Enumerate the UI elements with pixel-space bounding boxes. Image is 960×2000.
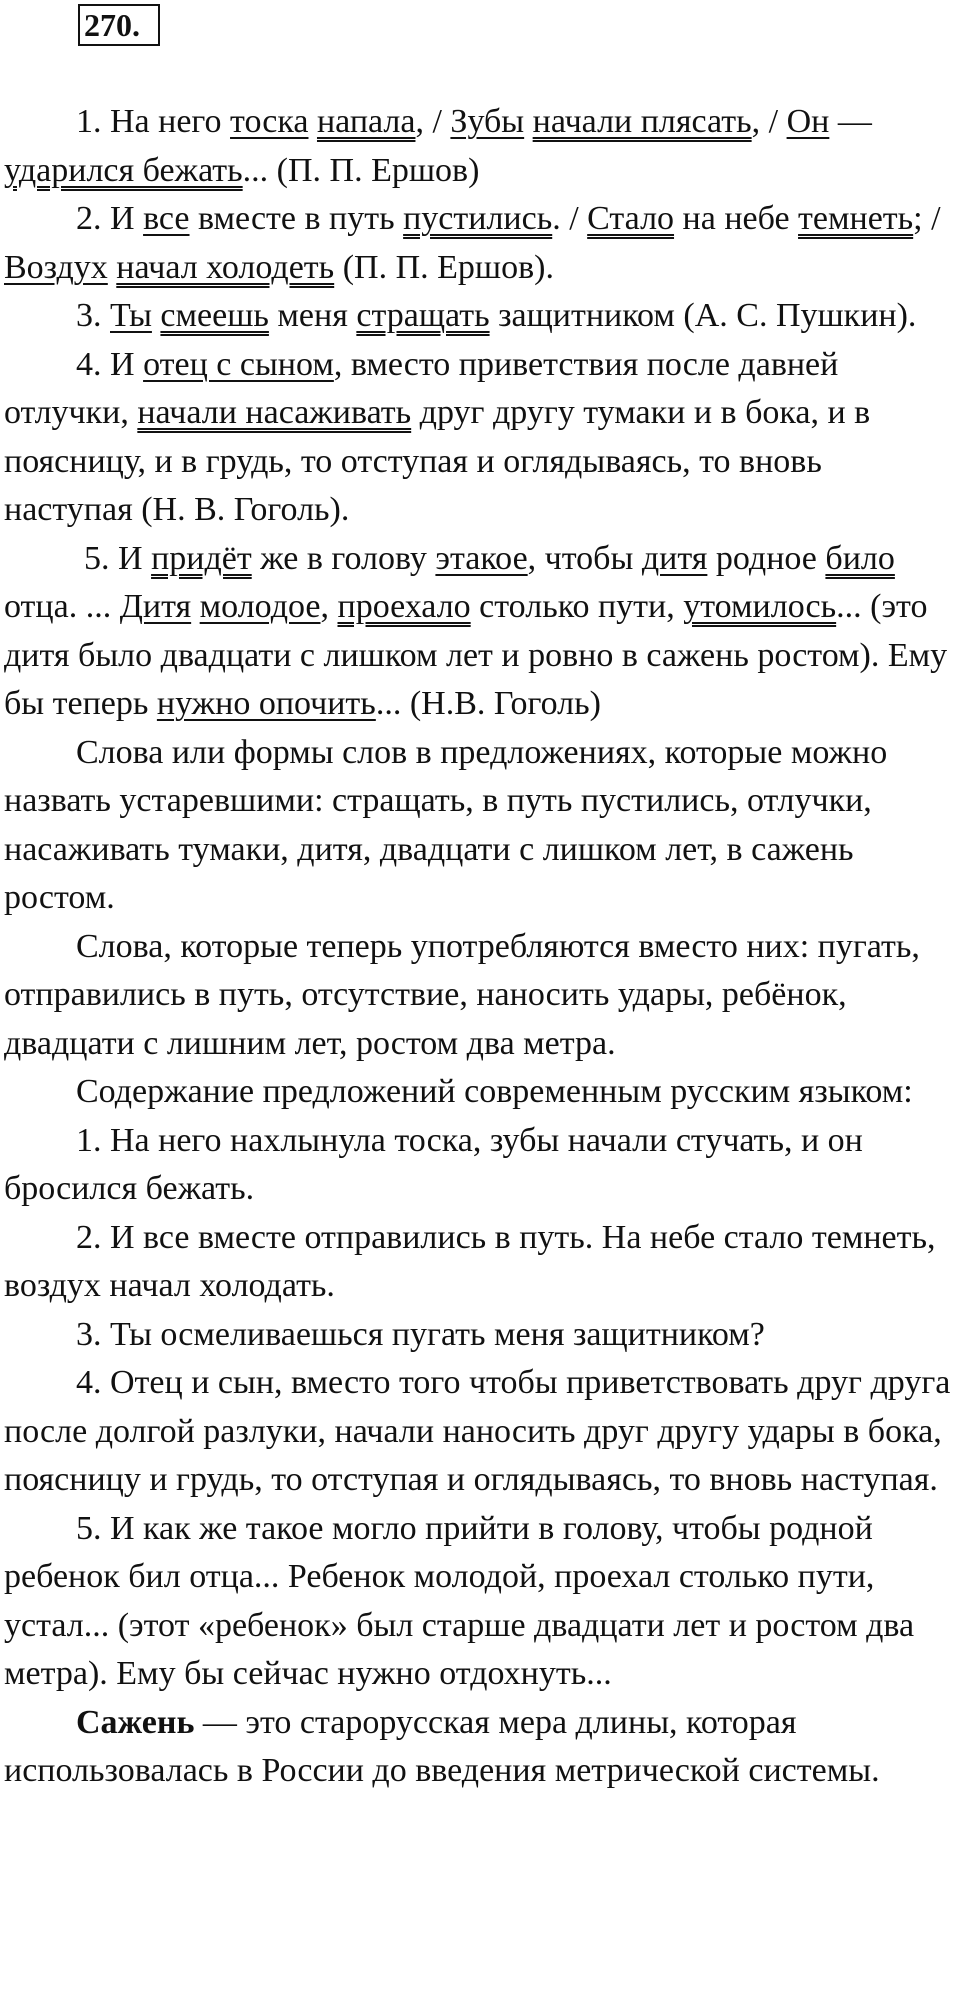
text-fragment: родное <box>707 539 826 577</box>
modern-sentence-3: 3. Ты осмеливаешься пугать меня защитником? <box>76 1315 765 1353</box>
modern-sentence-4: 4. Отец и сын, вместо того чтобы приветствовать друг друга после долгой разлуки, начали наносить друг другу удары в бока, поясницу и грудь, то отступая и оглядываясь, то вновь наступая. <box>4 1364 951 1498</box>
subject: Дитя <box>119 588 192 625</box>
modern-sentence-2: 2. И все вместе отправились в путь. На небе стало темнеть, воздух начал холодать. <box>4 1218 936 1304</box>
subject: Воздух <box>4 248 108 286</box>
text-fragment: отца. ... <box>4 588 120 625</box>
sentence-1-number: 1. На него <box>76 103 231 140</box>
predicate: утомилось <box>683 588 837 625</box>
subject: Зубы <box>450 103 525 140</box>
text-fragment <box>524 103 533 140</box>
text-fragment: ... (П. П. Ершов) <box>242 151 480 189</box>
sentence-4 <box>4 341 956 535</box>
modern-sentence-1: 1. На него нахлынула тоска, зубы начали стучать, и он бросился бежать. <box>4 1121 863 1207</box>
subject: отец с сыном <box>143 345 334 383</box>
text-fragment: ... (это дитя было двадцати с лишком лет и ровно в сажень ростом). Ему бы теперь <box>4 588 948 722</box>
predicate: проехало <box>337 588 471 625</box>
predicate: начали насаживать <box>137 394 412 431</box>
subject: все <box>143 200 190 237</box>
archaic-words-paragraph: Слова или формы слов в предложениях, которые можно назвать устаревшими: стращать, в путь пустились, отлучки, насаживать тумаки, дитя, двадцати с лишком лет, в сажень ростом. <box>4 733 888 916</box>
sentence-3 <box>4 292 956 341</box>
predicate: придёт <box>151 539 252 577</box>
predicate: пустились <box>403 200 553 237</box>
modern-sentence-5: 5. И как же такое могло прийти в голову, чтобы родной ребенок бил отца... Ребенок молодой, проехал столько пути, устал... (этот «ребенок» был старше двадцати лет и ростом два метра). Ему бы сейчас нужно отдохнуть... <box>4 1509 915 1692</box>
predicate: било <box>825 539 895 577</box>
footnote-paragraph <box>4 1699 956 1796</box>
sentence-5-number: 5. И <box>84 539 152 577</box>
text-fragment: же в голову <box>251 539 436 577</box>
text-fragment: друг другу тумаки и в бока, и в поясницу, и в грудь, то отступая и оглядываясь, то вновь наступая (Н. В. Гоголь). <box>4 394 871 528</box>
subject: нужно опочить <box>156 685 376 722</box>
text-fragment: на небе <box>674 200 799 237</box>
sentence-2 <box>4 195 956 292</box>
text-fragment: ; / <box>913 200 941 237</box>
footnote-term: Сажень <box>76 1703 195 1741</box>
subject: Он <box>786 103 830 140</box>
sentence-2-number: 2. И <box>76 200 144 237</box>
text-fragment: столько пути, <box>470 588 684 625</box>
sentence-5 <box>4 535 956 729</box>
predicate: стращать <box>356 297 490 334</box>
text-fragment: , <box>320 588 338 625</box>
sentence-3-number: 3. <box>76 297 110 334</box>
predicate: начал холодеть <box>116 248 335 286</box>
text-fragment: защитником (А. С. Пушкин). <box>489 297 917 334</box>
predicate: напала <box>316 103 416 140</box>
footnote-definition: — это старорусская мера длины, которая использовалась в России до введения метрической системы. <box>4 1703 880 1789</box>
text-fragment: ... (Н.В. Гоголь) <box>375 685 601 722</box>
text-fragment: , вместо приветствия после давней отлучки, <box>4 345 839 431</box>
text-fragment: меня <box>268 297 357 334</box>
sentence-4-number: 4. И <box>76 345 144 383</box>
text-fragment: , / <box>415 103 451 140</box>
sentence-1 <box>4 98 956 195</box>
text-fragment: , чтобы <box>527 539 642 577</box>
predicate: ударился бежать <box>4 151 243 189</box>
modern-words-paragraph: Слова, которые теперь употребляются вместо них: пугать, отправились в путь, отсутствие, наносить удары, ребёнок, двадцати с лишним лет, ростом два метра. <box>4 927 920 1062</box>
predicate: темнеть <box>798 200 914 237</box>
subject: Ты <box>110 297 152 334</box>
predicate: Стало <box>587 200 675 237</box>
text-fragment: — <box>829 103 872 140</box>
text-fragment: вместе в путь <box>189 200 404 237</box>
content-heading: Содержание предложений современным русским языком: <box>76 1073 913 1110</box>
subject: молодое <box>199 588 321 625</box>
predicate: начали плясать <box>532 103 752 140</box>
text-fragment: , / <box>751 103 787 140</box>
subject: дитя <box>641 539 708 577</box>
text-fragment: . / <box>552 200 588 237</box>
exercise-text <box>4 98 956 1796</box>
subject: тоска <box>230 103 309 140</box>
subject: этакое <box>435 539 528 577</box>
predicate: смеешь <box>160 297 269 334</box>
text-fragment <box>308 103 317 140</box>
text-fragment: (П. П. Ершов). <box>334 248 554 286</box>
exercise-number: 270. <box>78 4 160 46</box>
text-fragment <box>191 588 200 625</box>
